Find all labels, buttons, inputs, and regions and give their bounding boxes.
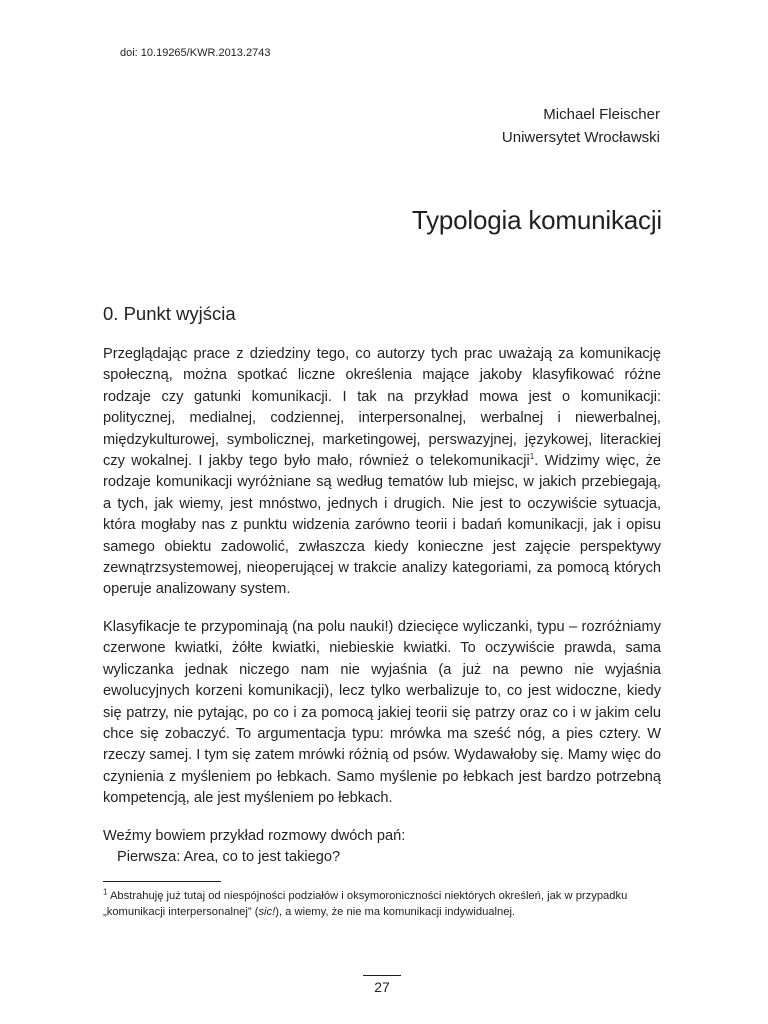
footnote-1 [103, 888, 663, 920]
paragraph-3: Weźmy bowiem przykład rozmowy dwóch pań: [103, 827, 406, 844]
page-number: 27 [374, 979, 390, 995]
body-text [103, 344, 661, 884]
page-number-rule [363, 975, 401, 976]
author-block [502, 103, 660, 149]
paragraph-1 [103, 344, 661, 601]
section-heading: 0. Punkt wyjścia [103, 303, 236, 324]
footnote-text-b: ), a wiemy, że nie ma komunikacji indywidualnej. [275, 906, 516, 918]
footnote-reference[interactable]: 1 [529, 452, 535, 462]
author-affiliation: Uniwersytet Wrocławski [501, 129, 660, 146]
dialog-line-1: Pierwsza: Area, co to jest takiego? [117, 848, 341, 865]
paragraph-2: Klasyfikacje te przypominają (na polu nauki!) dziecięce wyliczanki, typu – rozróżniamy czerwone kwiatki, żółte kwiatki, niebieskie kwiatki. To oczywiście prawda, sama wyliczanka jednak niczego nam nie wyjaśnia (a już na pewno nie wyjaśnia ewolucyjnych korzeni komunikacji), lecz tylko werbalizuje to, co jest widoczne, kiedy się patrzy, nie pytając, po co i za pomocą jakiej teorii się patrzy oraz co i w jakim celu chce się zobaczyć. To argumentacja typu: mrówka ma sześć nóg, a pies cztery. W rzeczy samej. I tym się zatem mrówki różnią od psów. Wydawałoby się. Mamy więc do czynienia z myśleniem po łebkach. Samo myślenie po łebkach jest bardzo potrzebną kompetencją, ale jest myśleniem po łebkach. [103, 618, 661, 807]
paragraph-1-text-b: . Widzimy więc, że rodzaje komunikacji wyróżniane są według tematów lub miejsc, w jakich przebiegają, a tych, jak wiemy, jest mnóstwo, jednych i drugich. Nie jest to oczywiście sytuacja, która mogłaby nas z punktu widzenia zarówno teorii i badań komunikacji, jak i opisu samego obiektu zadowolić, zwłaszcza kiedy konieczne jest zajęcie perspektywy zewnątrzsystemowej, nieoperującej w trakcie analizy kategoriami, za pomocą których operuje analizowany system. [103, 453, 661, 598]
article-title: Typologia komunikacji [411, 205, 662, 235]
footnote-text-a: Abstrahuję już tutaj od niespójności podziałów i oksymoroniczności niektórych określeń, jak w przypadku „komunikacji interpersonalnej” ( [103, 890, 628, 918]
footnote-divider [103, 881, 221, 882]
author-name: Michael Fleischer [543, 106, 660, 123]
paragraph-1-text-a: Przeglądając prace z dziedziny tego, co autorzy tych prac uważają za komunikację społeczną, można spotkać liczne określenia mające jakoby klasyfikować różne rodzaje czy gatunki komunikacji. I tak na przykład mowa jest o komunikacji: politycznej, medialnej, codziennej, interpersonalnej, werbalnej i niewerbalnej, międzykulturowej, symbolicznej, marketingowej, perswazyjnej, językowej, literackiej czy wokalnej. I jakby tego było mało, również o telekomunikacji [103, 346, 661, 470]
footnote [103, 888, 663, 920]
footnote-number: 1 [103, 887, 108, 897]
doi-line: doi: 10.19265/KWR.2013.2743 [120, 47, 271, 59]
footnote-text-italic: sic! [258, 906, 276, 918]
